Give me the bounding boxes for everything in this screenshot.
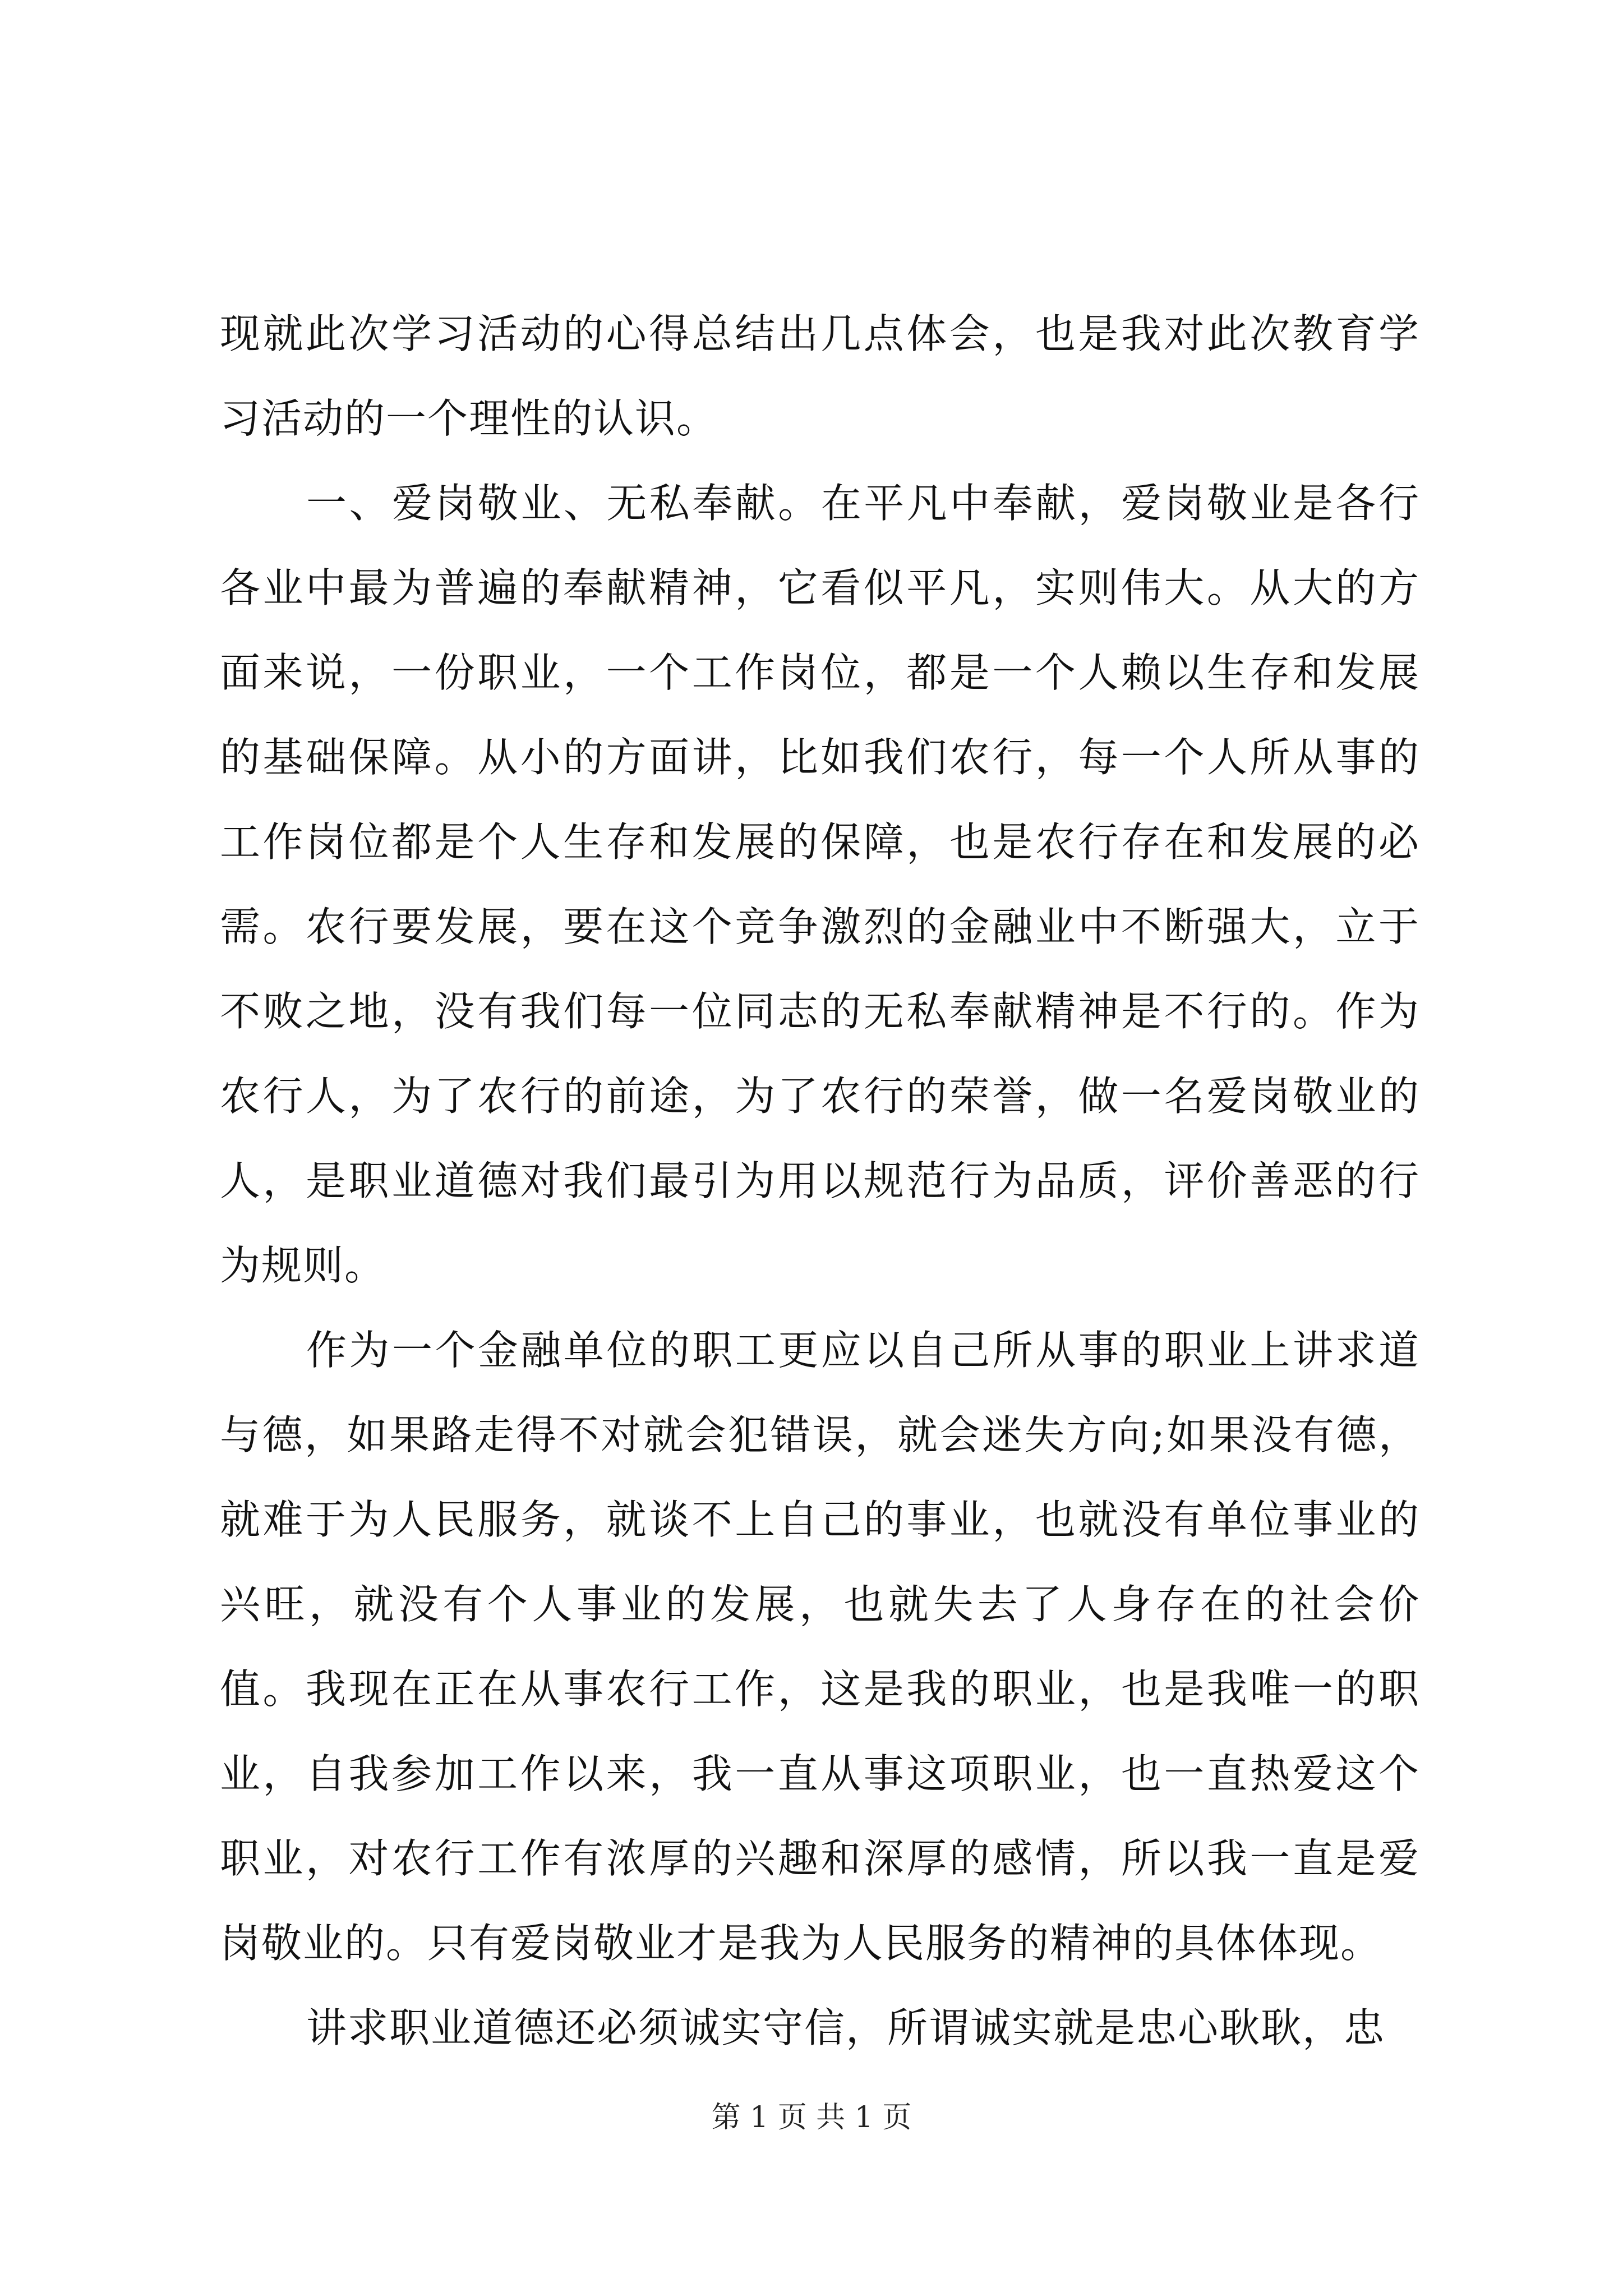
- paragraph-honesty: 讲求职业道德还必须诚实守信，所谓诚实就是忠心耿耿，忠: [306, 2004, 1386, 2051]
- paragraph-professional-ethics: 作为一个金融单位的职工更应以自己所从事的职业上讲求道与德，如果路走得不对就会犯错误，就会迷失方向;如果没有德，就难于为人民服务，就谈不上自己的事业，也就没有单位事业的兴旺，就没有个人事业的发展，也就失去了人身存在的社会价值。我现在正在从事农行工作，这是我的职业，也是我唯一的职业，自我参加工作以来，我一直从事这项职业，也一直热爱这个职业，对农行工作有浓厚的兴趣和深厚的感情，所以我一直是爱岗敬业的。只有爱岗敬业才是我为人民服务的精神的具体体现。: [220, 1327, 1420, 1967]
- page-number-label: 第 1 页 共 1 页: [711, 2101, 912, 2134]
- page-footer: [0, 2095, 1623, 2140]
- paragraph-dedication: 一、爱岗敬业、无私奉献。在平凡中奉献，爱岗敬业是各行各业中最为普遍的奉献精神，它看似平凡，实则伟大。从大的方面来说，一份职业，一个工作岗位，都是一个人赖以生存和发展的基础保障。从小的方面讲，比如我们农行，每一个人所从事的工作岗位都是个人生存和发展的保障，也是农行存在和发展的必需。农行要发展，要在这个竞争激烈的金融业中不断强大，立于不败之地，没有我们每一位同志的无私奉献精神是不行的。作为农行人，为了农行的前途，为了农行的荣誉，做一名爱岗敬业的人，是职业道德对我们最引为用以规范行为品质，评价善恶的行为规则。: [220, 480, 1420, 1289]
- document-body: [220, 292, 1420, 2070]
- paragraph-continuation: 现就此次学习活动的心得总结出几点体会，也是我对此次教育学习活动的一个理性的认识。: [220, 310, 1420, 442]
